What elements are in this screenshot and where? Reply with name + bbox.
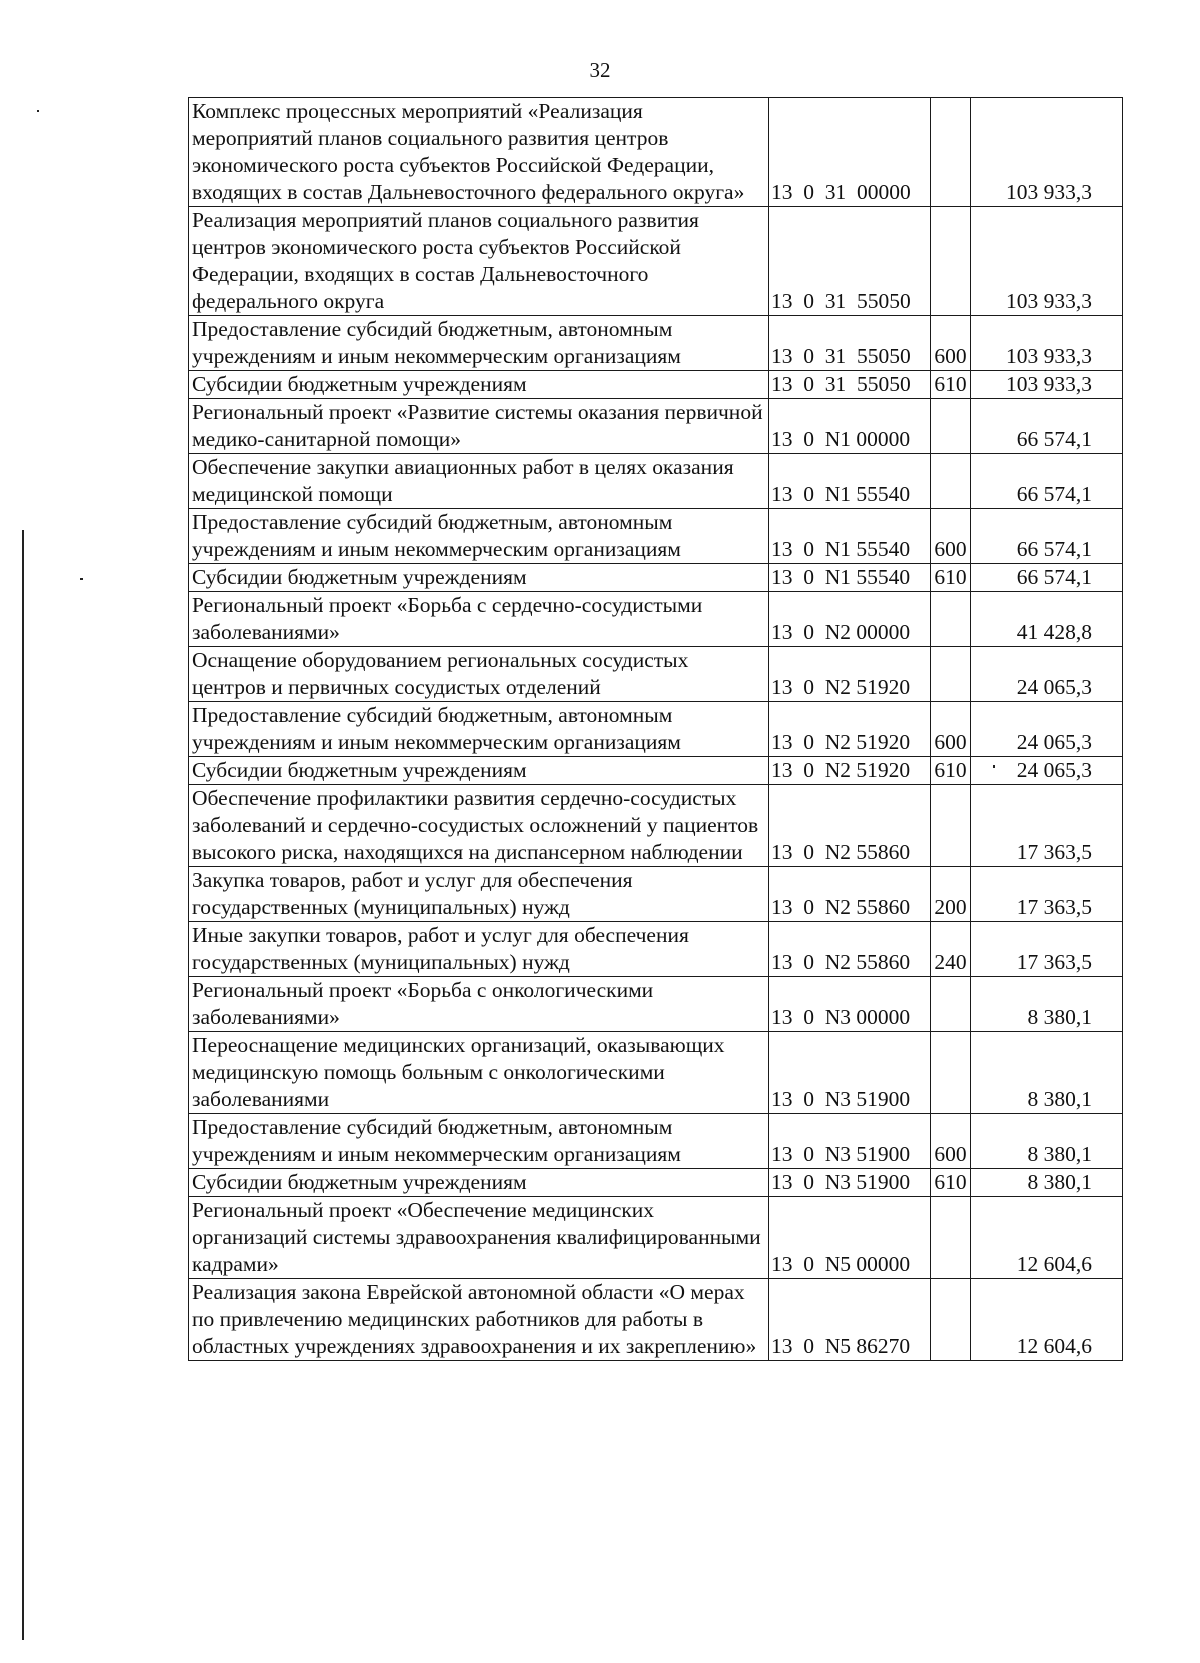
table-row xyxy=(189,785,1123,867)
expense-type-cell xyxy=(931,399,971,454)
target-article-code-cell: 13 0 N2 00000 xyxy=(769,592,931,647)
target-article-code-cell: 13 0 N3 51900 xyxy=(769,1169,931,1197)
item-name-cell: Региональный проект «Развитие системы оказания первичной медико-санитарной помощи» xyxy=(189,399,769,454)
expense-type-cell xyxy=(931,98,971,207)
table-row xyxy=(189,316,1123,371)
table-row xyxy=(189,922,1123,977)
item-name-cell: Обеспечение закупки авиационных работ в целях оказания медицинской помощи xyxy=(189,454,769,509)
amount-cell: 103 933,3 xyxy=(971,371,1123,399)
target-article-code-cell: 13 0 N1 55540 xyxy=(769,564,931,592)
amount-cell: 8 380,1 xyxy=(971,1169,1123,1197)
table-row xyxy=(189,1032,1123,1114)
expense-type-cell: 610 xyxy=(931,371,971,399)
page-number: 32 xyxy=(589,58,611,82)
expense-type-cell xyxy=(931,1032,971,1114)
amount-cell: 12 604,6 xyxy=(971,1279,1123,1361)
target-article-code-cell: 13 0 N2 55860 xyxy=(769,785,931,867)
amount-cell: 8 380,1 xyxy=(971,1032,1123,1114)
expense-type-cell xyxy=(931,647,971,702)
expense-type-cell xyxy=(931,1197,971,1279)
target-article-code-cell: 13 0 N3 00000 xyxy=(769,977,931,1032)
expense-type-cell xyxy=(931,1279,971,1361)
item-name-cell: Предоставление субсидий бюджетным, автономным учреждениям и иным некоммерческим организациям xyxy=(189,316,769,371)
target-article-code-cell: 13 0 N2 55860 xyxy=(769,867,931,922)
expense-type-cell: 240 xyxy=(931,922,971,977)
target-article-code-cell: 13 0 N5 86270 xyxy=(769,1279,931,1361)
budget-table-body xyxy=(189,98,1123,1361)
table-row xyxy=(189,702,1123,757)
table-row xyxy=(189,371,1123,399)
amount-cell: 12 604,6 xyxy=(971,1197,1123,1279)
target-article-code-cell: 13 0 N1 55540 xyxy=(769,509,931,564)
amount-cell: 17 363,5 xyxy=(971,867,1123,922)
target-article-code-cell: 13 0 31 55050 xyxy=(769,371,931,399)
expense-type-cell: 610 xyxy=(931,757,971,785)
target-article-code-cell: 13 0 N3 51900 xyxy=(769,1114,931,1169)
table-row xyxy=(189,509,1123,564)
target-article-code-cell: 13 0 31 55050 xyxy=(769,316,931,371)
item-name-cell: Обеспечение профилактики развития сердечно-сосудистых заболеваний и сердечно-сосудистых осложнений у пациентов высокого риска, находящихся на диспансерном наблюдении xyxy=(189,785,769,867)
table-row xyxy=(189,564,1123,592)
item-name-cell: Реализация мероприятий планов социального развития центров экономического роста субъектов Российской Федерации, входящих в состав Дальневосточного федерального округа xyxy=(189,207,769,316)
target-article-code-cell: 13 0 N2 51920 xyxy=(769,757,931,785)
item-name-cell: Переоснащение медицинских организаций, оказывающих медицинскую помощь больным с онкологическими заболеваниями xyxy=(189,1032,769,1114)
amount-cell: 24 065,3 xyxy=(971,647,1123,702)
expense-type-cell: 610 xyxy=(931,564,971,592)
expense-type-cell xyxy=(931,785,971,867)
expense-type-cell xyxy=(931,592,971,647)
table-row xyxy=(189,1197,1123,1279)
scan-speck xyxy=(80,578,83,580)
target-article-code-cell: 13 0 N2 51920 xyxy=(769,702,931,757)
amount-cell: 103 933,3 xyxy=(971,207,1123,316)
item-name-cell: Предоставление субсидий бюджетным, автономным учреждениям и иным некоммерческим организациям xyxy=(189,509,769,564)
amount-cell: 66 574,1 xyxy=(971,399,1123,454)
table-row xyxy=(189,1169,1123,1197)
table-row xyxy=(189,454,1123,509)
item-name-cell: Оснащение оборудованием региональных сосудистых центров и первичных сосудистых отделений xyxy=(189,647,769,702)
table-row xyxy=(189,98,1123,207)
expense-type-cell: 600 xyxy=(931,509,971,564)
amount-cell: 103 933,3 xyxy=(971,316,1123,371)
expense-type-cell: 600 xyxy=(931,316,971,371)
target-article-code-cell: 13 0 31 00000 xyxy=(769,98,931,207)
item-name-cell: Субсидии бюджетным учреждениям xyxy=(189,1169,769,1197)
table-row xyxy=(189,1114,1123,1169)
item-name-cell: Закупка товаров, работ и услуг для обеспечения государственных (муниципальных) нужд xyxy=(189,867,769,922)
budget-table xyxy=(188,97,1123,1361)
target-article-code-cell: 13 0 N2 51920 xyxy=(769,647,931,702)
item-name-cell: Иные закупки товаров, работ и услуг для обеспечения государственных (муниципальных) нужд xyxy=(189,922,769,977)
amount-cell: 66 574,1 xyxy=(971,454,1123,509)
item-name-cell: Реализация закона Еврейской автономной области «О мерах по привлечению медицинских работников для работы в областных учреждениях здравоохранения и их закреплению» xyxy=(189,1279,769,1361)
item-name-cell: Предоставление субсидий бюджетным, автономным учреждениям и иным некоммерческим организациям xyxy=(189,702,769,757)
table-row xyxy=(189,757,1123,785)
item-name-cell: Региональный проект «Борьба с сердечно-сосудистыми заболеваниями» xyxy=(189,592,769,647)
expense-type-cell: 600 xyxy=(931,1114,971,1169)
expense-type-cell: 600 xyxy=(931,702,971,757)
table-row xyxy=(189,399,1123,454)
table-row xyxy=(189,977,1123,1032)
amount-cell: 66 574,1 xyxy=(971,509,1123,564)
amount-cell: 24 065,3 xyxy=(971,702,1123,757)
table-row xyxy=(189,1279,1123,1361)
item-name-cell: Региональный проект «Обеспечение медицинских организаций системы здравоохранения квалифицированными кадрами» xyxy=(189,1197,769,1279)
target-article-code-cell: 13 0 N1 00000 xyxy=(769,399,931,454)
expense-type-cell: 200 xyxy=(931,867,971,922)
item-name-cell: Комплекс процессных мероприятий «Реализация мероприятий планов социального развития центров экономического роста субъектов Российской Федерации, входящих в состав Дальневосточного федерального округа» xyxy=(189,98,769,207)
scan-speck xyxy=(37,110,39,112)
item-name-cell: Субсидии бюджетным учреждениям xyxy=(189,371,769,399)
target-article-code-cell: 13 0 N3 51900 xyxy=(769,1032,931,1114)
amount-cell: 41 428,8 xyxy=(971,592,1123,647)
amount-cell: 8 380,1 xyxy=(971,977,1123,1032)
scan-edge-line xyxy=(22,530,24,1640)
target-article-code-cell: 13 0 31 55050 xyxy=(769,207,931,316)
target-article-code-cell: 13 0 N5 00000 xyxy=(769,1197,931,1279)
target-article-code-cell: 13 0 N1 55540 xyxy=(769,454,931,509)
item-name-cell: Субсидии бюджетным учреждениям xyxy=(189,757,769,785)
amount-cell: 66 574,1 xyxy=(971,564,1123,592)
table-row xyxy=(189,647,1123,702)
amount-cell: 17 363,5 xyxy=(971,785,1123,867)
expense-type-cell: 610 xyxy=(931,1169,971,1197)
expense-type-cell xyxy=(931,207,971,316)
amount-cell: 24 065,3 xyxy=(971,757,1123,785)
expense-type-cell xyxy=(931,977,971,1032)
table-row xyxy=(189,592,1123,647)
item-name-cell: Региональный проект «Борьба с онкологическими заболеваниями» xyxy=(189,977,769,1032)
amount-cell: 8 380,1 xyxy=(971,1114,1123,1169)
table-row xyxy=(189,207,1123,316)
target-article-code-cell: 13 0 N2 55860 xyxy=(769,922,931,977)
item-name-cell: Субсидии бюджетным учреждениям xyxy=(189,564,769,592)
table-row xyxy=(189,867,1123,922)
expense-type-cell xyxy=(931,454,971,509)
amount-cell: 103 933,3 xyxy=(971,98,1123,207)
amount-cell: 17 363,5 xyxy=(971,922,1123,977)
item-name-cell: Предоставление субсидий бюджетным, автономным учреждениям и иным некоммерческим организациям xyxy=(189,1114,769,1169)
